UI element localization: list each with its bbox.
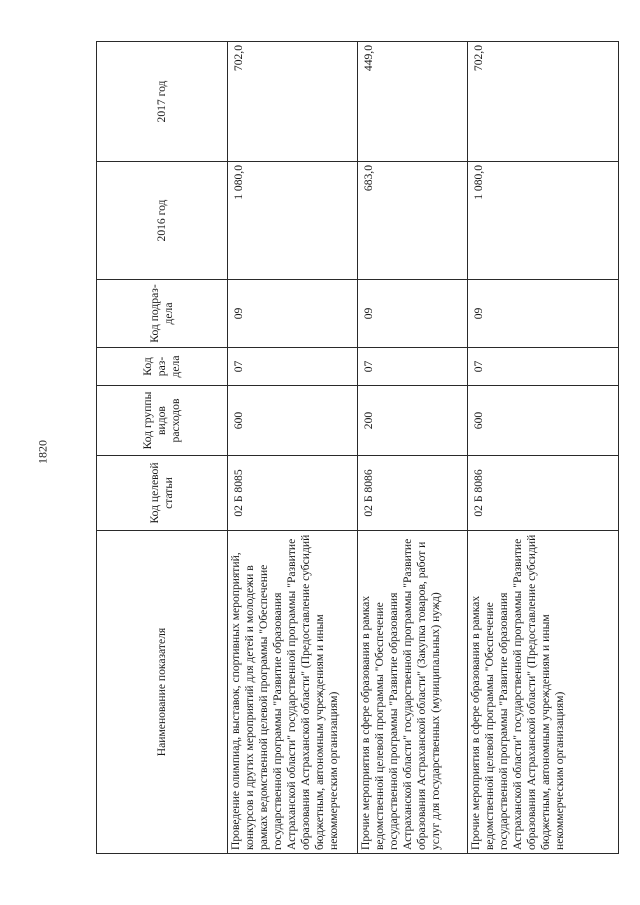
header-year-2016: 2016 год	[97, 162, 228, 280]
header-section: Код раз-дела	[97, 348, 228, 386]
row-subsection: 09	[228, 280, 358, 348]
header-expense-group: Код группы видов расходов	[97, 386, 228, 456]
row-target-code: 02 Б 8085	[228, 456, 358, 531]
header-subsection: Код подраз-дела	[97, 280, 228, 348]
header-target-code: Код целевой статьи	[97, 456, 228, 531]
header-year-2017: 2017 год	[97, 42, 228, 162]
table-row	[228, 42, 358, 854]
row-year-2017: 702,0	[468, 42, 619, 162]
table-row	[468, 42, 619, 854]
row-expense-group: 600	[228, 386, 358, 456]
row-target-code: 02 Б 8086	[358, 456, 468, 531]
row-target-code: 02 Б 8086	[468, 456, 619, 531]
row-name: Прочие мероприятия в сфере образования в рамках ведомственной целевой программы "Обеспечение государственной программы "Развитие образования Астраханской области" государственной программы "Развитие образования Астраханской области" (Предоставление субсидий бюджетным, автономным учреждениям и иным некоммерческим организациям)	[468, 531, 619, 854]
row-year-2016: 1 080,0	[468, 162, 619, 280]
row-name: Проведение олимпиад, выставок, спортивных мероприятий, конкурсов и других мероприятий для детей и молодежи в рамках ведомственной целевой программы "Обеспечение государственной программы "Развитие образования Астраханской области" государственной программы "Развитие образования Астраханской области" (Предоставление субсидий бюджетным, автономным учреждениям и иным некоммерческим организациям)	[228, 531, 358, 854]
header-row	[97, 42, 228, 854]
row-section: 07	[468, 348, 619, 386]
row-year-2017: 702,0	[228, 42, 358, 162]
row-year-2017: 449,0	[358, 42, 468, 162]
row-year-2016: 1 080,0	[228, 162, 358, 280]
table-row	[358, 42, 468, 854]
row-subsection: 09	[468, 280, 619, 348]
row-expense-group: 200	[358, 386, 468, 456]
header-name: Наименование показателя	[97, 531, 228, 854]
row-section: 07	[358, 348, 468, 386]
row-section: 07	[228, 348, 358, 386]
rotated-page	[96, 42, 617, 854]
row-subsection: 09	[358, 280, 468, 348]
page-number: 1820	[35, 440, 50, 464]
row-name: Прочие мероприятия в сфере образования в рамках ведомственной целевой программы "Обеспечение государственной программы "Развитие образования Астраханской области" государственной программы "Развитие образования Астраханской области" (Закупка товаров, работ и услуг для государственных (муниципальных) нужд)	[358, 531, 468, 854]
budget-table	[96, 41, 619, 854]
row-expense-group: 600	[468, 386, 619, 456]
row-year-2016: 683,0	[358, 162, 468, 280]
